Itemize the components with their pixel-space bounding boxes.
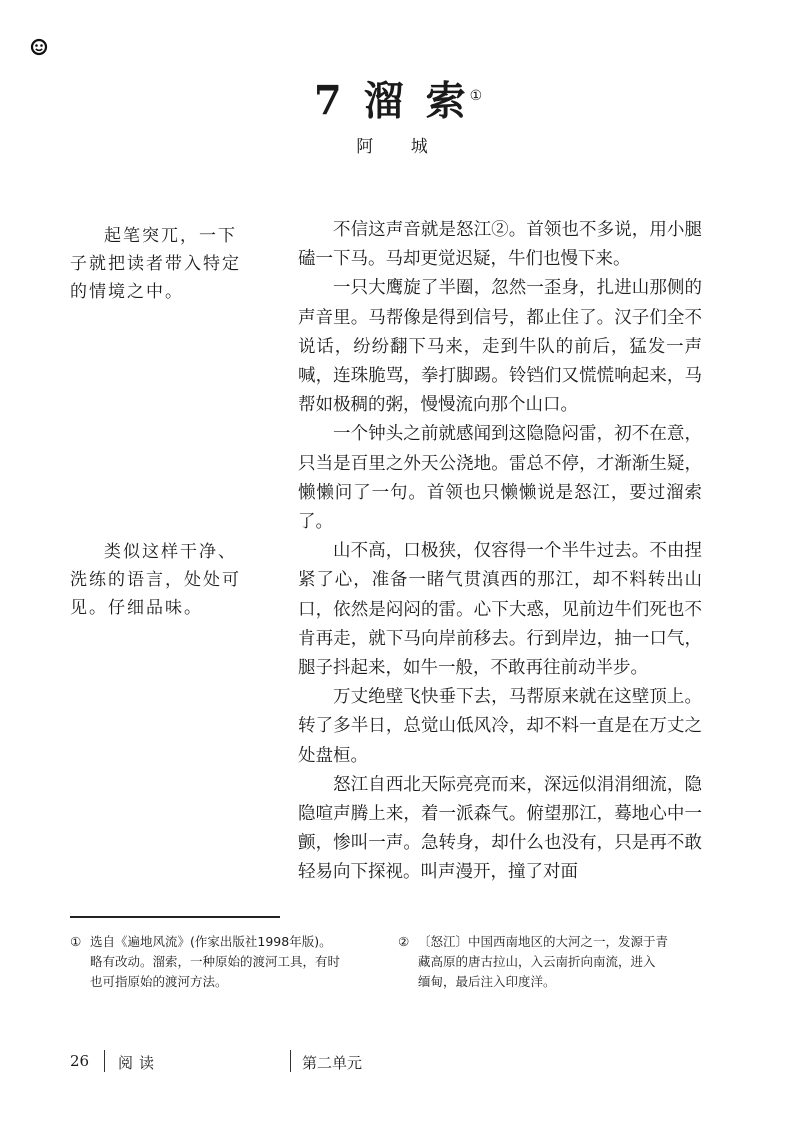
footnote-mark: ① bbox=[70, 934, 82, 949]
unit-label: 第二单元 bbox=[302, 1054, 363, 1072]
footer-divider bbox=[290, 1050, 291, 1072]
paragraph: 一个钟头之前就感闻到这隐隐闷雷，初不在意，只当是百里之外天公浇地。雷总不停，才渐渐生疑，懒懒问了一句。首领也只懒懒说是怒江，要过溜索了。 bbox=[298, 424, 702, 533]
footnote-text: 选自《遍地风流》(作家出版社1998年版)。 bbox=[90, 934, 332, 949]
footnote bbox=[70, 932, 370, 992]
footnote-text: 缅甸，最后注入印度洋。 bbox=[418, 974, 556, 989]
lesson-title: 溜 索 bbox=[363, 77, 470, 125]
footnote bbox=[398, 932, 708, 992]
title-footnote-mark: ① bbox=[469, 88, 487, 104]
main-text bbox=[298, 216, 702, 888]
footnote-divider bbox=[70, 916, 280, 918]
paragraph: 山不高，口极狭，仅容得一个半牛过去。不由捏紧了心，准备一睹气贯滇西的那江，却不料转出山口，依然是闷闷的雷。心下大惑，见前边牛们死也不肯再走，就下马向岸前移去。行到岸边，抽一口气，腿子抖起来，如牛一般，不敢再往前动半步。 bbox=[298, 541, 702, 679]
side-note-text: 类似这样干净、洗练的语言，处处可见。仔细品味。 bbox=[70, 542, 241, 618]
side-note bbox=[70, 538, 250, 622]
footer-divider bbox=[104, 1050, 105, 1072]
paragraph: 万丈绝壁飞快垂下去，马帮原来就在这壁顶上。转了多半日，总觉山低风冷，却不料一直是在万丈之处盘桓。 bbox=[298, 687, 702, 766]
footnote-mark: ② bbox=[398, 934, 410, 949]
paragraph: 一只大鹰旋了半圈，忽然一歪身，扎进山那侧的声音里。马帮像是得到信号，都止住了。汉子们全不说话，纷纷翻下马来，走到牛队的前后，猛发一声喊，连珠脆骂，拳打脚踢。铃铛们又慌慌响起来，马帮如极稠的粥，慢慢流向那个山口。 bbox=[298, 278, 702, 416]
footnote-text: 〔怒江〕中国西南地区的大河之一，发源于青 bbox=[418, 934, 669, 949]
paragraph: 怒江自西北天际亮亮而来，深远似涓涓细流，隐隐喧声腾上来，着一派森气。俯望那江，蓦地心中一颤，惨叫一声。急转身，却什么也没有，只是再不敢轻易向下探视。叫声漫开，撞了对面 bbox=[298, 774, 702, 883]
page-title bbox=[0, 72, 800, 125]
footnote-text: 略有改动。溜索，一种原始的渡河工具，有时 bbox=[90, 954, 341, 969]
lesson-number: 7 bbox=[313, 77, 346, 125]
side-note-text: 起笔突兀，一下子就把读者带入特定的情境之中。 bbox=[70, 226, 241, 302]
smiley-face-icon bbox=[30, 38, 48, 56]
footnote-text: 也可指原始的渡河方法。 bbox=[90, 974, 228, 989]
footnote-text: 藏高原的唐古拉山，入云南折向南流，进入 bbox=[418, 954, 656, 969]
author-name: 阿 城 bbox=[356, 137, 444, 157]
paragraph: 不信这声音就是怒江②。首领也不多说，用小腿磕一下马。马却更觉迟疑，牛们也慢下来。 bbox=[298, 220, 702, 270]
section-label: 阅读 bbox=[118, 1054, 161, 1072]
side-note bbox=[70, 222, 250, 306]
page-number: 26 bbox=[70, 1052, 90, 1070]
